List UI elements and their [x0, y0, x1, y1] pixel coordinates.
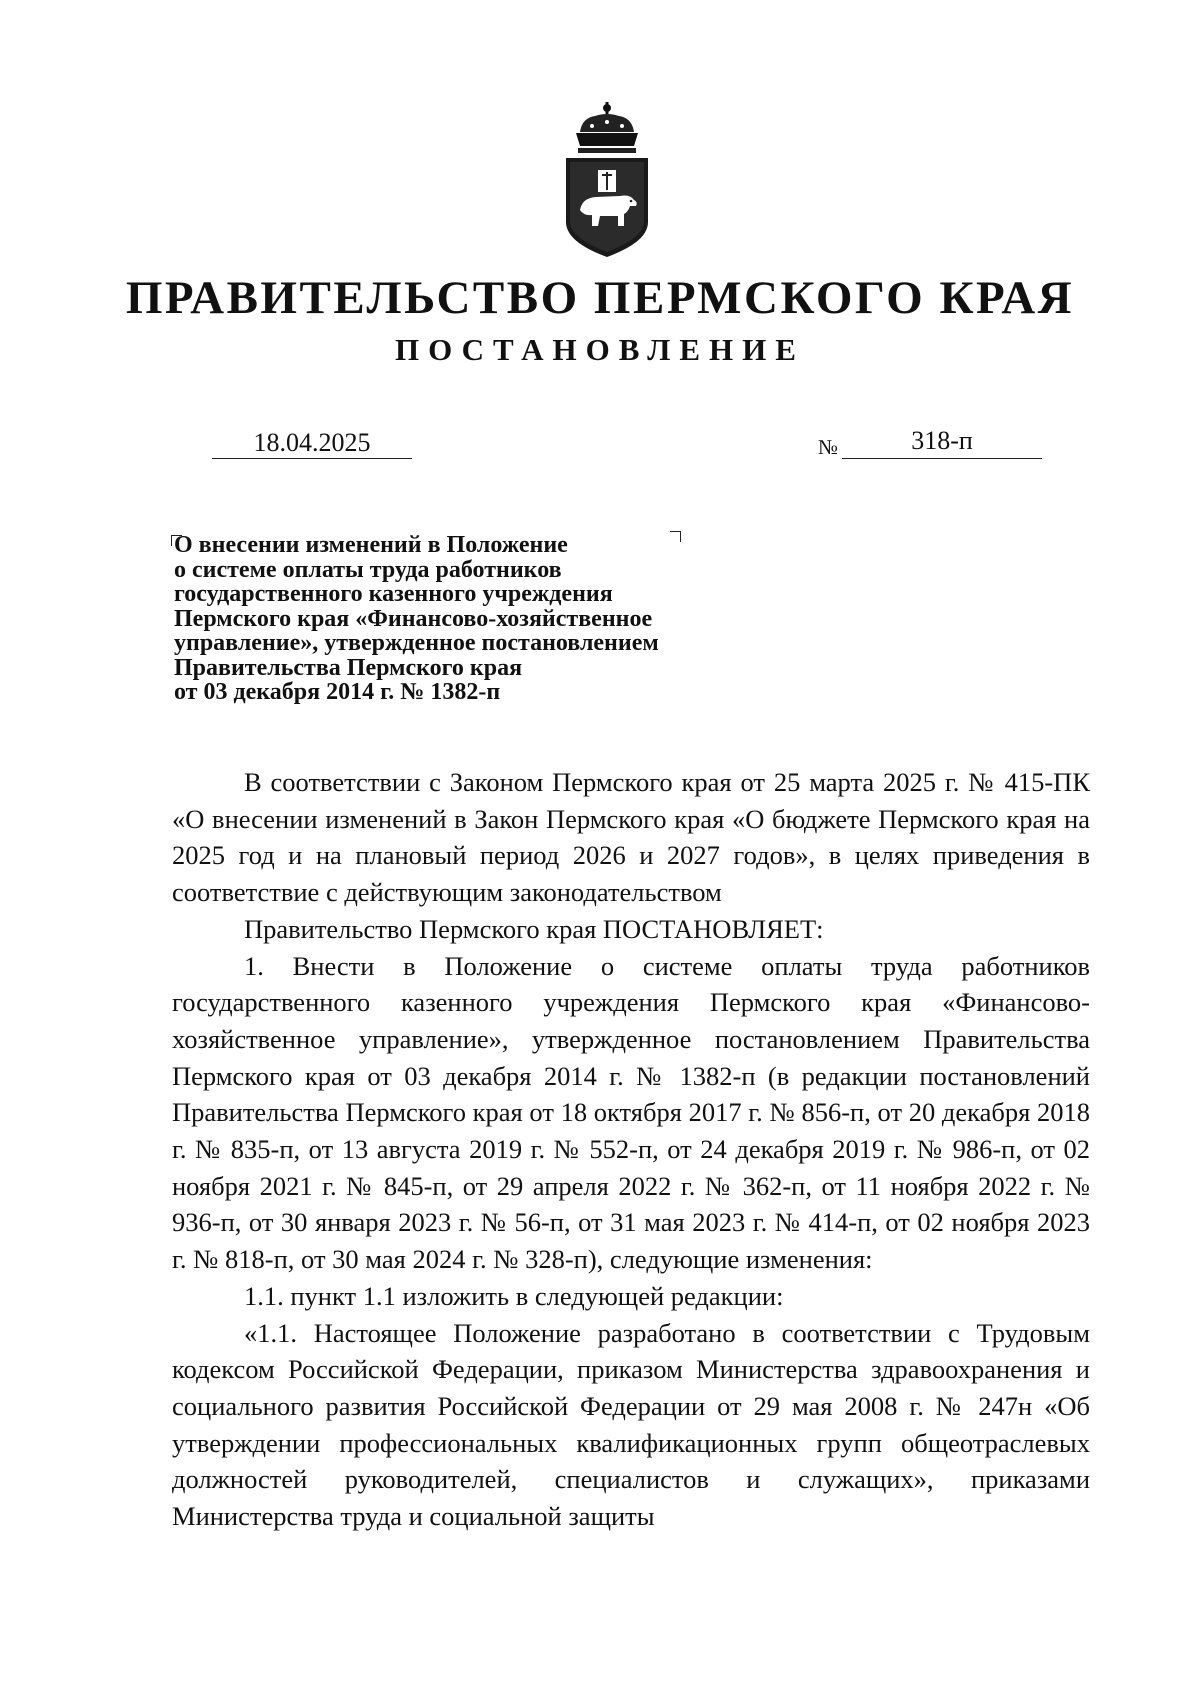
organization-title: ПРАВИТЕЛЬСТВО ПЕРМСКОГО КРАЯ: [125, 272, 1075, 324]
coat-of-arms-icon: [562, 102, 652, 257]
document-subject: [174, 533, 794, 705]
number-label: №: [818, 435, 839, 459]
document-date: 18.04.2025: [212, 428, 412, 459]
body-paragraph-preamble: В соответствии с Законом Пермского края от 25 марта 2025 г. № 415-ПК «О внесении изменений в Закон Пермского края «О бюджете Пермского края на 2025 год и на плановый период 2026 и 2027 годов», в целях приведения в соответствие с действующим законодательством: [172, 767, 1090, 908]
subject-line: от 03 декабря 2014 г. № 1382-п: [174, 679, 501, 705]
subject-line: управление», утвержденное постановлением: [174, 630, 659, 656]
body-paragraph-item-1-1: 1.1. пункт 1.1 изложить в следующей редакции:: [244, 1280, 784, 1311]
document-body: [172, 764, 1090, 1535]
subject-line: государственного казенного учреждения: [174, 581, 613, 607]
subject-line: Правительства Пермского края: [174, 654, 523, 681]
document-number: 318-п: [842, 426, 1042, 459]
subject-line: Пермского края «Финансово-хозяйственное: [174, 605, 653, 632]
subject-line: О внесении изменений в Положение: [174, 532, 568, 558]
body-paragraph-item-1: 1. Внести в Положение о системе оплаты труда работников государственного казенного учреждения Пермского края «Финансово-хозяйственное управление», утвержденное постановлением Правительства Пермского края от 03 декабря 2014 г. № 1382-п (в редакции постановлений Правительства Пермского края от 18 октября 2017 г. № 856-п, от 20 декабря 2018 г. № 835-п, от 13 августа 2019 г. № 552-п, от 24 декабря 2019 г. № 986-п, от 02 ноября 2021 г. № 845-п, от 29 апреля 2022 г. № 362-п, от 11 ноября 2022 г. № 936-п, от 30 января 2023 г. № 56-п, от 31 мая 2023 г. № 414-п, от 02 ноября 2023 г. № 818-п, от 30 мая 2024 г. № 328-п), следующие изменения:: [172, 950, 1090, 1275]
document-type-heading: ПОСТАНОВЛЕНИЕ: [395, 332, 805, 367]
body-paragraph-resolves: Правительство Пермского края ПОСТАНОВЛЯЕТ:: [244, 913, 824, 944]
body-paragraph-quote: «1.1. Настоящее Положение разработано в соответствии с Трудовым кодексом Российской Федерации, приказом Министерства здравоохранения и социального развития Российской Федерации от 29 мая 2008 г. № 247н «Об утверждении профессиональных квалификационных групп общеотраслевых должностей руководителей, специалистов и служащих», приказами Министерства труда и социальной защиты: [172, 1317, 1090, 1532]
subject-line: о системе оплаты труда работников: [174, 556, 562, 583]
